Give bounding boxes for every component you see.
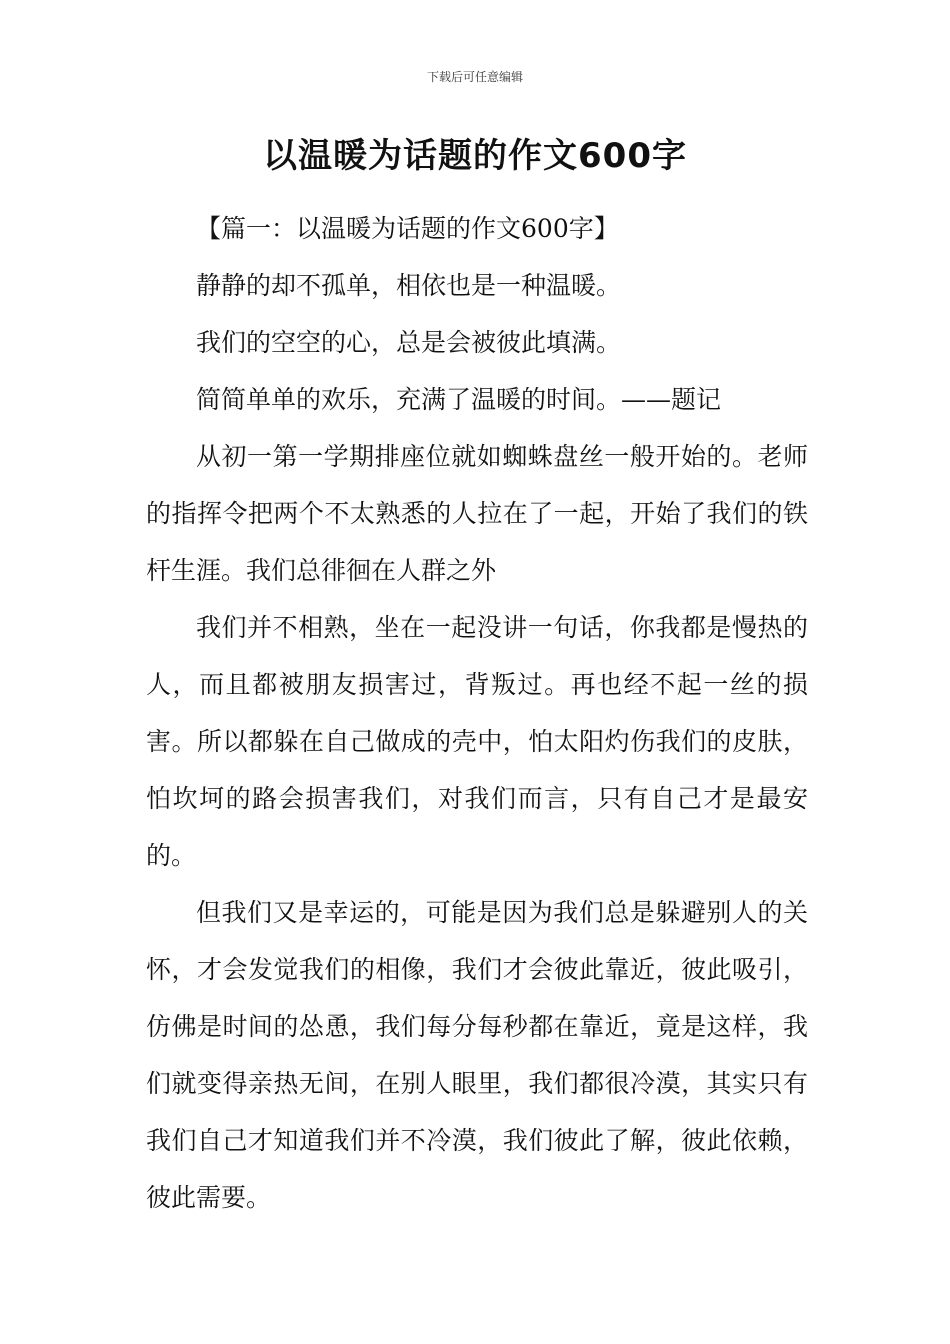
paragraph-3: 简简单单的欢乐，充满了温暖的时间。——题记 [196, 385, 722, 414]
paragraph-6: 但我们又是幸运的，可能是因为我们总是躲避别人的关怀，才会发觉我们的相像，我们才会彼此靠近，彼此吸引，仿佛是时间的怂恿，我们每分每秒都在靠近，竟是这样，我们就变得亲热无间，在别人眼里，我们都很冷漠，其实只有我们自己才知道我们并不冷漠，我们彼此了解，彼此依赖，彼此需要。 [146, 898, 808, 1212]
paragraph-1: 静静的却不孤单，相依也是一种温暖。 [196, 271, 622, 300]
section-heading: 【篇一：以温暖为话题的作文600字】 [196, 214, 619, 243]
document-body [146, 200, 808, 1226]
header-note: 下载后可任意编辑 [426, 70, 523, 84]
document-title: 以温暖为话题的作文600字 [263, 136, 687, 176]
paragraph-2: 我们的空空的心，总是会被彼此填满。 [196, 328, 622, 357]
paragraph-5: 我们并不相熟，坐在一起没讲一句话，你我都是慢热的人，而且都被朋友损害过，背叛过。再也经不起一丝的损害。所以都躲在自己做成的壳中，怕太阳灼伤我们的皮肤，怕坎坷的路会损害我们，对我们而言，只有自己才是最安的。 [146, 613, 808, 870]
paragraph-4: 从初一第一学期排座位就如蜘蛛盘丝一般开始的。老师的指挥令把两个不太熟悉的人拉在了一起，开始了我们的铁杆生涯。我们总徘徊在人群之外 [146, 442, 808, 585]
